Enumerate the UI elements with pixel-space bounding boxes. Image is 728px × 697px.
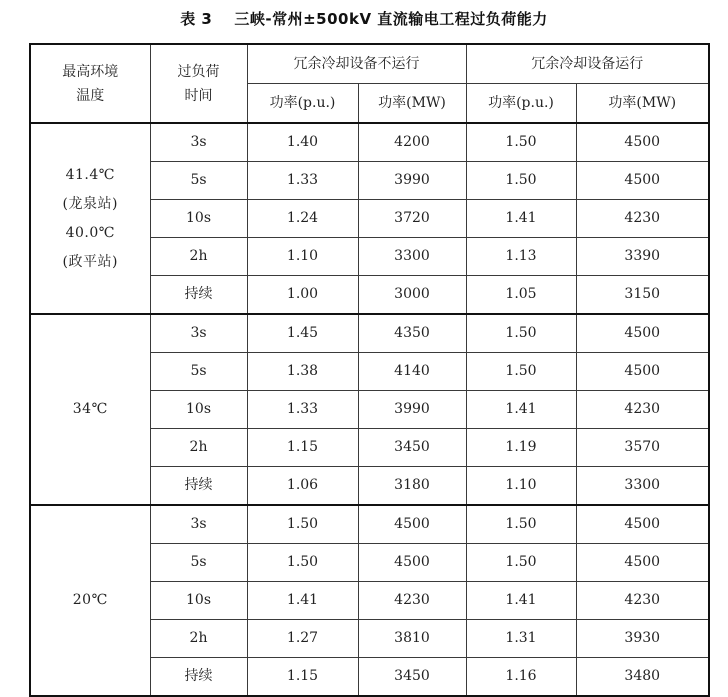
on-pu-cell: 1.50 [466,314,576,353]
off-pu-cell: 1.00 [247,276,358,315]
duration-cell: 持续 [150,658,247,697]
off-mw-cell: 4200 [358,123,466,162]
on-mw-cell: 4500 [576,353,709,391]
on-pu-cell: 1.19 [466,429,576,467]
on-pu-cell: 1.41 [466,200,576,238]
off-mw-cell: 4350 [358,314,466,353]
on-mw-cell: 3570 [576,429,709,467]
on-pu-cell: 1.31 [466,620,576,658]
on-pu-cell: 1.05 [466,276,576,315]
duration-cell: 3s [150,505,247,544]
on-mw-cell: 3390 [576,238,709,276]
off-pu-cell: 1.24 [247,200,358,238]
duration-cell: 5s [150,353,247,391]
off-mw-cell: 3180 [358,467,466,506]
off-mw-cell: 3720 [358,200,466,238]
duration-cell: 10s [150,391,247,429]
duration-cell: 3s [150,314,247,353]
on-mw-cell: 3300 [576,467,709,506]
duration-cell: 10s [150,200,247,238]
on-mw-cell: 3480 [576,658,709,697]
off-pu-cell: 1.50 [247,544,358,582]
off-mw-cell: 3990 [358,391,466,429]
off-pu-cell: 1.33 [247,391,358,429]
header-on-pu: 功率(p.u.) [466,84,576,124]
header-redundant-cooling-off: 冗余冷却设备不运行 [247,44,466,84]
on-mw-cell: 3930 [576,620,709,658]
table-body [30,123,709,696]
env-temp-cell [30,314,150,505]
off-pu-cell: 1.41 [247,582,358,620]
on-mw-cell: 4230 [576,391,709,429]
env-temp-cell [30,505,150,696]
off-pu-cell: 1.40 [247,123,358,162]
table-title: 三峡-常州±500kV 直流输电工程过负荷能力 [234,10,548,28]
off-pu-cell: 1.33 [247,162,358,200]
header-env-temp: 最高环境 温度 [30,44,150,123]
table-number: 表 3 [180,10,213,28]
header-off-pu: 功率(p.u.) [247,84,358,124]
on-pu-cell: 1.41 [466,391,576,429]
env-temp-line: (政平站) [62,253,118,270]
duration-cell: 2h [150,238,247,276]
header-duration: 过负荷 时间 [150,44,247,123]
off-pu-cell: 1.27 [247,620,358,658]
off-mw-cell: 3990 [358,162,466,200]
off-mw-cell: 4500 [358,544,466,582]
duration-cell: 3s [150,123,247,162]
on-pu-cell: 1.50 [466,544,576,582]
env-temp-line: 20℃ [72,592,108,608]
header-off-mw: 功率(MW) [358,84,466,124]
off-pu-cell: 1.10 [247,238,358,276]
on-pu-cell: 1.50 [466,353,576,391]
table-row [30,123,709,162]
off-mw-cell: 4230 [358,582,466,620]
on-mw-cell: 4500 [576,544,709,582]
off-mw-cell: 4500 [358,505,466,544]
duration-cell: 5s [150,162,247,200]
on-mw-cell: 3150 [576,276,709,315]
on-mw-cell: 4500 [576,123,709,162]
off-mw-cell: 4140 [358,353,466,391]
on-pu-cell: 1.50 [466,123,576,162]
env-temp-line: 34℃ [72,401,108,417]
duration-cell: 持续 [150,467,247,506]
on-pu-cell: 1.50 [466,505,576,544]
off-mw-cell: 3450 [358,429,466,467]
overload-capacity-table [29,43,710,697]
duration-cell: 5s [150,544,247,582]
duration-cell: 10s [150,582,247,620]
header-redundant-cooling-on: 冗余冷却设备运行 [466,44,709,84]
on-pu-cell: 1.13 [466,238,576,276]
on-mw-cell: 4500 [576,162,709,200]
on-mw-cell: 4230 [576,582,709,620]
off-mw-cell: 3300 [358,238,466,276]
off-pu-cell: 1.15 [247,658,358,697]
off-mw-cell: 3450 [358,658,466,697]
off-pu-cell: 1.38 [247,353,358,391]
env-temp-line: (龙泉站) [62,195,118,212]
env-temp-line: 41.4℃ [65,166,115,183]
off-pu-cell: 1.50 [247,505,358,544]
on-pu-cell: 1.10 [466,467,576,506]
table-row [30,314,709,353]
off-mw-cell: 3000 [358,276,466,315]
on-mw-cell: 4500 [576,505,709,544]
off-pu-cell: 1.45 [247,314,358,353]
header-on-mw: 功率(MW) [576,84,709,124]
table-caption [0,8,728,29]
on-pu-cell: 1.50 [466,162,576,200]
on-mw-cell: 4230 [576,200,709,238]
off-mw-cell: 3810 [358,620,466,658]
on-mw-cell: 4500 [576,314,709,353]
on-pu-cell: 1.41 [466,582,576,620]
duration-cell: 2h [150,620,247,658]
on-pu-cell: 1.16 [466,658,576,697]
duration-cell: 持续 [150,276,247,315]
duration-cell: 2h [150,429,247,467]
env-temp-line: 40.0℃ [65,224,115,241]
off-pu-cell: 1.15 [247,429,358,467]
env-temp-cell [30,123,150,314]
off-pu-cell: 1.06 [247,467,358,506]
table-row [30,505,709,544]
